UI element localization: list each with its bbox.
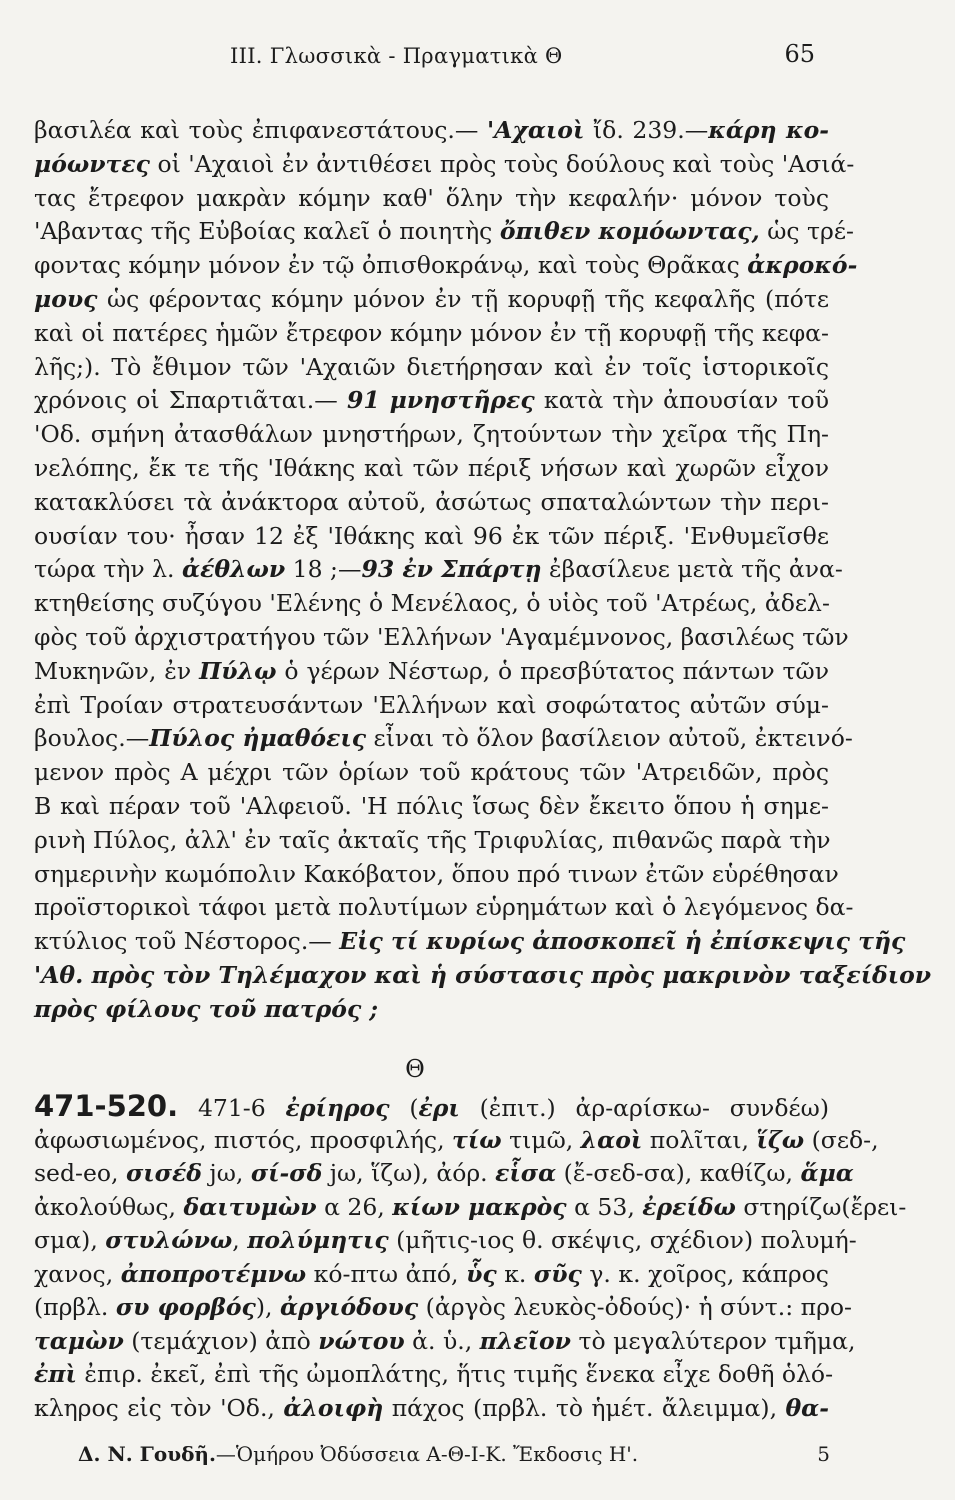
text-run: 471-6: [178, 1094, 286, 1122]
emphasized-term: εἷσα: [495, 1159, 557, 1187]
page-number: 65: [784, 40, 815, 68]
emphasized-term: ἀέθλων: [182, 555, 286, 584]
text-line: [34, 1124, 879, 1158]
emphasized-term: τίω: [452, 1125, 502, 1154]
page-footer: [78, 1442, 830, 1466]
emphasized-term: μους: [34, 284, 98, 313]
text-run: τώρα τὴν λ.: [34, 555, 182, 584]
emphasized-term: Πύλος ἠμαθόεις: [149, 724, 367, 753]
text-run: 'Αβαντας τῆς Εὐβοίας καλεῖ ὁ ποιητὴς: [34, 217, 500, 246]
text-run: 18 ;—: [285, 555, 362, 584]
text-line: [34, 925, 906, 959]
text-line: [34, 689, 829, 723]
text-run: α 26,: [316, 1192, 393, 1221]
text-run: κ.: [496, 1259, 534, 1288]
text-run: κτύλιος τοῦ Νέστορος.—: [34, 927, 340, 956]
text-run: (τεμάχιον) ἀπὸ: [123, 1326, 319, 1355]
emphasized-term: ὄπιθεν κομόωντας,: [499, 217, 760, 246]
text-line: [34, 1291, 852, 1325]
text-run: (ἀργὸς λευκὸς-ὀδούς)· ἡ σύντ.: προ-: [418, 1293, 852, 1321]
emphasized-term: ἐρι: [418, 1094, 460, 1122]
text-run: φοντας κόμην μόνον ἐν τῷ ὀπισθοκράνῳ, καὶ τοὺς Θρᾶκας: [34, 251, 748, 280]
text-run: ἀφωσιωμένος, πιστός, προσφιλής,: [34, 1125, 453, 1154]
text-run: τὸ μεγαλύτερον τμῆμα,: [571, 1326, 856, 1355]
text-run: ,: [232, 1226, 248, 1254]
text-line: [34, 148, 855, 182]
text-line: [34, 1258, 829, 1292]
emphasized-term: ἀλοιφὴ: [283, 1393, 384, 1422]
emphasized-term: συ φορβός: [115, 1293, 256, 1321]
text-run: νελόπης, ἔκ τε τῆς 'Ιθάκης καὶ τῶν πέριξ νήσων καὶ χωρῶν εἶχον: [34, 453, 829, 482]
text-line: [34, 655, 829, 689]
text-line: [34, 452, 829, 486]
text-run: πολῖται,: [642, 1125, 757, 1154]
text-run: α 53,: [566, 1192, 643, 1221]
text-run: jω, ἵζω), ἀόρ.: [322, 1159, 496, 1187]
text-run: ἀκολούθως,: [34, 1192, 184, 1221]
text-line: [34, 182, 829, 216]
text-run: (ἐπιτ.) ἀρ-αρίσκω- συνδέω): [459, 1094, 829, 1122]
text-line: [34, 114, 829, 148]
text-run: κατὰ τὴν ἀπουσίαν τοῦ: [534, 386, 829, 415]
text-run: (σεδ-,: [804, 1125, 879, 1154]
text-line: [34, 249, 858, 283]
main-text-body: [34, 114, 932, 1027]
text-line: [34, 858, 839, 892]
text-run: κτηθείσης συζύγου 'Ελένης ὁ Μενέλαος, ὁ υἱὸς τοῦ 'Ατρέως, ἀδελ-: [34, 589, 830, 618]
text-run: ὡς τρέ-: [759, 217, 854, 246]
section-number: 471-520.: [34, 1089, 179, 1123]
text-run: κληρος εἰς τὸν 'Οδ.,: [34, 1393, 284, 1422]
text-run: κό-πτω ἀπό,: [306, 1259, 467, 1288]
emphasized-term: ἐπὶ: [34, 1360, 77, 1388]
emphasized-term: ἀκροκό-: [747, 251, 858, 280]
text-line: [34, 520, 829, 554]
emphasized-term: 91 μνηστῆρες: [346, 386, 535, 415]
text-run: ὡς φέροντας κόμην μόνον ἐν τῇ κορυφῇ τῆς κεφαλῆς (πότε: [97, 284, 829, 313]
emphasized-term: πλεῖον: [479, 1326, 571, 1355]
emphasized-term: μόωντες: [34, 149, 150, 178]
text-line: [34, 317, 829, 351]
text-run: sed-eo,: [34, 1159, 126, 1187]
emphasized-term: ταμὼν: [34, 1326, 124, 1355]
emphasized-term: 'Αχαιοὶ: [486, 116, 585, 144]
text-run: 'Οδ. σμήνη ἀτασθάλων μνηστήρων, ζητούντων τὴν χεῖρα τῆς Πη-: [34, 420, 829, 449]
emphasized-term: πολύμητις: [247, 1226, 389, 1254]
emphasized-term: ἀργιόδους: [279, 1293, 419, 1321]
footer-author: Δ. Ν. Γουδῆ.: [78, 1442, 216, 1466]
running-header: III. Γλωσσικὰ - Πραγματικὰ Θ: [230, 44, 563, 68]
emphasized-term: στυλώνω: [105, 1226, 233, 1254]
text-run: προϊστορικοὶ τάφοι μετὰ πολυτίμων εὑρημάτων καὶ ὁ λεγόμενος δα-: [34, 893, 854, 922]
text-run: ρινὴ Πύλος, ἀλλ' ἐν ταῖς ἀκταῖς τῆς Τριφυλίας, πιθανῶς παρὰ τὴν: [34, 825, 831, 854]
emphasized-term: πρὸς φίλους τοῦ πατρός ;: [34, 994, 379, 1023]
text-run: χανος,: [34, 1259, 121, 1288]
text-run: (ἔ-σεδ-σα), καθίζω,: [556, 1159, 801, 1187]
text-line: [34, 215, 854, 249]
text-run: βουλος.—: [34, 724, 150, 753]
text-run: jω,: [201, 1159, 251, 1187]
text-run: σημερινὴν κωμόπολιν Κακόβατον, ὅπου πρό τινων ἐτῶν εὑρέθησαν: [34, 859, 839, 888]
text-line: [34, 1224, 857, 1258]
text-run: (μῆτις-ιος θ. σκέψις, σχέδιον) πολυμή-: [388, 1226, 857, 1254]
text-line: [34, 722, 853, 756]
emphasized-term: ἵζω: [756, 1125, 805, 1154]
emphasized-term: σί-σδ: [250, 1159, 323, 1187]
text-run: οἱ 'Αχαιοὶ ἐν ἀντιθέσει πρὸς τοὺς δούλους καὶ τοὺς 'Ασιά-: [149, 149, 855, 178]
text-line: [34, 486, 829, 520]
text-line: [34, 351, 829, 385]
text-line: [34, 621, 849, 655]
emphasized-term: σῦς: [533, 1259, 582, 1288]
emphasized-term: λαοὶ: [580, 1125, 643, 1154]
text-run: τας ἔτρεφον μακρὰν κόμην καθ' ὅλην τὴν κεφαλήν· μόνον τοὺς: [34, 183, 829, 212]
text-run: ἐπιρ. ἐκεῖ, ἐπὶ τῆς ὠμοπλάτης, ἥτις τιμῆς ἕνεκα εἶχε δοθῆ ὁλό-: [76, 1360, 834, 1388]
emphasized-term: ἅμα: [800, 1159, 854, 1187]
text-line: [34, 1157, 854, 1191]
text-line: [34, 824, 829, 858]
text-run: (: [389, 1094, 419, 1122]
text-run: (πρβλ.: [34, 1293, 116, 1321]
text-line: [34, 1191, 907, 1225]
text-run: σμα),: [34, 1226, 106, 1254]
text-line: [34, 553, 843, 587]
text-run: ἐπὶ Τροίαν στρατευσάντων 'Ελλήνων καὶ σοφώτατος αὐτῶν σύμ-: [34, 690, 829, 719]
emphasized-term: Πύλῳ: [199, 656, 277, 685]
emphasized-term: ἐρείδω: [642, 1192, 736, 1221]
text-line: [34, 891, 854, 925]
section-heading: Θ: [405, 1055, 425, 1083]
text-line: [34, 993, 829, 1027]
text-run: κατακλύσει τὰ ἀνάκτορα αὐτοῦ, ἀσώτως σπαταλώντων τὴν περι-: [34, 487, 829, 516]
text-line: [34, 587, 829, 621]
text-line: [34, 959, 932, 993]
text-line: [34, 1090, 829, 1124]
text-line: [34, 756, 829, 790]
emphasized-term: ἐρίηρος: [285, 1094, 390, 1122]
emphasized-term: νώτου: [318, 1326, 405, 1355]
text-run: λῆς;). Τὸ ἔθιμον τῶν 'Αχαιῶν διετήρησαν καὶ ἐν τοῖς ἱστορικοῖς: [34, 352, 829, 381]
emphasized-term: 93 ἐν Σπάρτῃ: [361, 555, 542, 584]
emphasized-term: 'Αθ. πρὸς τὸν Τηλέμαχον καὶ ἡ σύστασις πρὸς μακρινὸν ταξείδιον: [34, 960, 932, 989]
text-run: γ. κ. χοῖρος, κάπρος: [581, 1259, 829, 1288]
text-run: στηρίζω(ἔρει-: [735, 1192, 907, 1221]
text-run: Μυκηνῶν, ἐν: [34, 656, 200, 685]
text-run: ἀ. ὑ.,: [404, 1326, 480, 1355]
emphasized-term: Εἰς τί κυρίως ἀποσκοπεῖ ἡ ἐπίσκεψις τῆς: [339, 927, 906, 956]
text-line: [34, 418, 829, 452]
text-line: [34, 1325, 856, 1359]
emphasized-term: ἀποπροτέμνω: [120, 1259, 307, 1288]
text-run: ἐβασίλευε μετὰ τῆς ἀνα-: [541, 555, 843, 584]
emphasized-term: ὗς: [466, 1259, 497, 1288]
emphasized-term: κίων μακρὸς: [392, 1192, 567, 1221]
emphasized-term: δαιτυμὼν: [183, 1192, 317, 1221]
glossary-section: [34, 1089, 907, 1425]
text-line: [34, 790, 829, 824]
text-run: ἴδ. 239.—: [584, 116, 709, 144]
text-run: Β καὶ πέραν τοῦ 'Αλφειοῦ. 'Η πόλις ἴσως δὲν ἔκειτο ὅπου ἡ σημε-: [34, 791, 829, 820]
text-run: ουσίαν του· ἦσαν 12 ἐξ 'Ιθάκης καὶ 96 ἐκ τῶν πέριξ. 'Ενθυμεῖσθε: [34, 521, 829, 550]
text-run: εἶναι τὸ ὅλον βασίλειον αὐτοῦ, ἐκτεινό-: [366, 724, 853, 753]
text-line: [34, 384, 829, 418]
text-line: [34, 1358, 834, 1392]
footer-sheet-number: 5: [817, 1442, 830, 1466]
text-run: φὸς τοῦ ἀρχιστρατήγου τῶν 'Ελλήνων 'Αγαμέμνονος, βασιλέως τῶν: [34, 622, 849, 651]
text-run: πάχος (πρβλ. τὸ ἡμέτ. ἄλειμμα),: [383, 1393, 786, 1422]
emphasized-term: θα-: [785, 1393, 830, 1422]
text-run: τιμῶ,: [501, 1125, 581, 1154]
text-line: [34, 1392, 829, 1426]
footer-work: —Ὁμήρου Ὀδύσσεια Α-Θ-Ι-Κ. Ἔκδοσις Η'.: [215, 1442, 639, 1466]
text-run: μενον πρὸς Α μέχρι τῶν ὁρίων τοῦ κράτους τῶν 'Ατρειδῶν, πρὸς: [34, 758, 829, 787]
text-run: ),: [255, 1293, 280, 1321]
text-run: βασιλέα καὶ τοὺς ἐπιφανεστάτους.—: [34, 116, 487, 144]
emphasized-term: κάρη κο-: [708, 116, 830, 144]
text-run: καὶ οἱ πατέρες ἡμῶν ἔτρεφον κόμην μόνον ἐν τῇ κορυφῇ τῆς κεφα-: [34, 318, 829, 347]
text-run: χρόνοις οἱ Σπαρτιᾶται.—: [34, 386, 347, 415]
emphasized-term: σισέδ: [125, 1159, 202, 1187]
text-run: ὁ γέρων Νέστωρ, ὁ πρεσβύτατος πάντων τῶν: [276, 656, 829, 685]
text-line: [34, 283, 829, 317]
